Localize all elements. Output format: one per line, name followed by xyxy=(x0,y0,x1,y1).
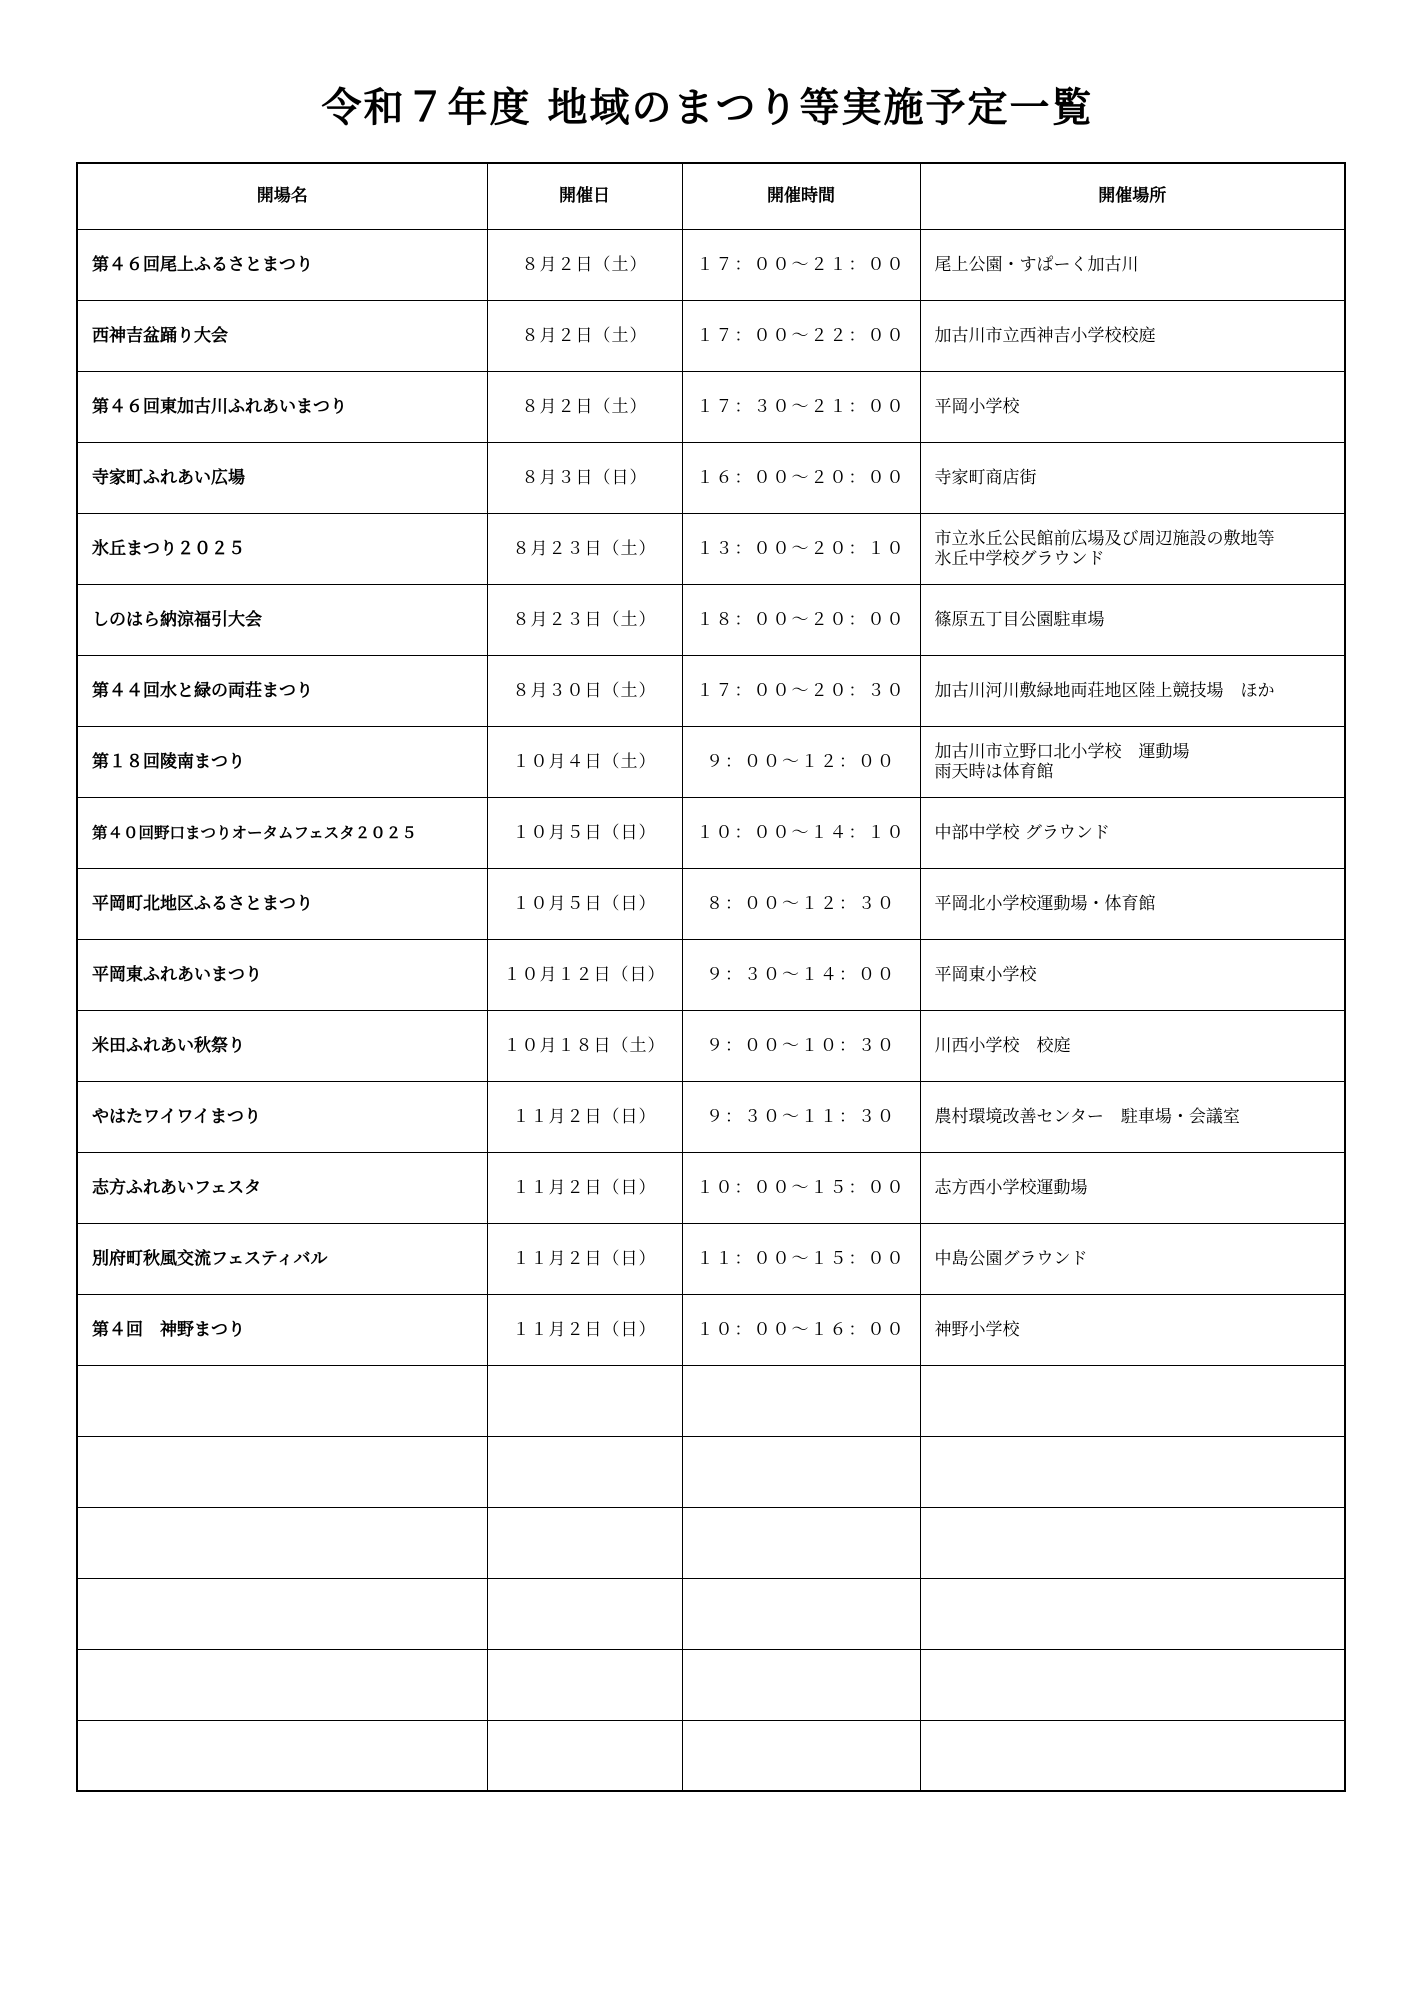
event-time: ８：００～１２：３０ xyxy=(682,868,920,939)
event-time: １０：００～１５：００ xyxy=(682,1152,920,1223)
empty-cell xyxy=(77,1365,487,1436)
empty-table-row xyxy=(77,1365,1345,1436)
event-date: １０月１８日（土） xyxy=(487,1010,682,1081)
empty-cell xyxy=(920,1436,1345,1507)
event-date: １０月５日（日） xyxy=(487,797,682,868)
event-time: １７：００～２２：００ xyxy=(682,300,920,371)
empty-table-row xyxy=(77,1436,1345,1507)
empty-cell xyxy=(487,1578,682,1649)
event-place-line: 尾上公園・すぱーく加古川 xyxy=(934,254,1139,275)
table-row xyxy=(77,513,1345,584)
event-place xyxy=(920,442,1345,513)
empty-cell xyxy=(920,1649,1345,1720)
event-time: １１：００～１５：００ xyxy=(682,1223,920,1294)
event-date: １０月５日（日） xyxy=(487,868,682,939)
empty-cell xyxy=(682,1578,920,1649)
event-place xyxy=(920,726,1345,797)
event-place xyxy=(920,1081,1345,1152)
event-date: ８月３０日（土） xyxy=(487,655,682,726)
empty-table-row xyxy=(77,1649,1345,1720)
empty-cell xyxy=(682,1436,920,1507)
event-name: 第１８回陵南まつり xyxy=(77,726,487,797)
event-place xyxy=(920,939,1345,1010)
event-place-line: 平岡東小学校 xyxy=(934,964,1037,985)
event-name: 平岡町北地区ふるさとまつり xyxy=(77,868,487,939)
event-place-line: 平岡北小学校運動場・体育館 xyxy=(934,893,1156,914)
event-name: 西神吉盆踊り大会 xyxy=(77,300,487,371)
event-time: ９：３０～１４：００ xyxy=(682,939,920,1010)
event-date: ８月３日（日） xyxy=(487,442,682,513)
table-header-row xyxy=(77,163,1345,229)
header-time: 開催時間 xyxy=(682,163,920,229)
empty-cell xyxy=(682,1649,920,1720)
event-time: １０：００～１６：００ xyxy=(682,1294,920,1365)
event-place-line: 篠原五丁目公園駐車場 xyxy=(934,609,1105,630)
event-place xyxy=(920,1294,1345,1365)
event-time: １３：００～２０：１０ xyxy=(682,513,920,584)
event-date: １１月２日（日） xyxy=(487,1223,682,1294)
event-name: 第４６回尾上ふるさとまつり xyxy=(77,229,487,300)
empty-cell xyxy=(77,1578,487,1649)
empty-cell xyxy=(682,1365,920,1436)
table-row xyxy=(77,371,1345,442)
event-place xyxy=(920,584,1345,655)
event-place xyxy=(920,1152,1345,1223)
empty-cell xyxy=(487,1365,682,1436)
event-date: １１月２日（日） xyxy=(487,1294,682,1365)
event-time: ９：３０～１１：３０ xyxy=(682,1081,920,1152)
event-name: 米田ふれあい秋祭り xyxy=(77,1010,487,1081)
empty-cell xyxy=(77,1649,487,1720)
empty-cell xyxy=(920,1507,1345,1578)
event-time: １７：００～２０：３０ xyxy=(682,655,920,726)
table-row xyxy=(77,1081,1345,1152)
event-place-line: 中部中学校 グラウンド xyxy=(934,822,1110,843)
event-time: １８：００～２０：００ xyxy=(682,584,920,655)
event-place-line: 加古川河川敷緑地両荘地区陸上競技場 ほか xyxy=(934,680,1275,701)
event-date: １１月２日（日） xyxy=(487,1081,682,1152)
table-row xyxy=(77,1010,1345,1081)
empty-cell xyxy=(487,1720,682,1791)
event-place xyxy=(920,655,1345,726)
event-place xyxy=(920,300,1345,371)
event-place xyxy=(920,371,1345,442)
event-time: １７：３０～２１：００ xyxy=(682,371,920,442)
event-place-line: 雨天時は体育館 xyxy=(934,761,1054,782)
event-place xyxy=(920,797,1345,868)
header-name: 開場名 xyxy=(77,163,487,229)
event-place-line: 志方西小学校運動場 xyxy=(934,1177,1088,1198)
event-place xyxy=(920,1010,1345,1081)
table-row xyxy=(77,300,1345,371)
event-date: ８月２日（土） xyxy=(487,371,682,442)
header-date: 開催日 xyxy=(487,163,682,229)
table-row xyxy=(77,726,1345,797)
event-name: 氷丘まつり２０２５ xyxy=(77,513,487,584)
table-row xyxy=(77,797,1345,868)
event-name: しのはら納涼福引大会 xyxy=(77,584,487,655)
empty-cell xyxy=(487,1649,682,1720)
event-name: 志方ふれあいフェスタ xyxy=(77,1152,487,1223)
empty-cell xyxy=(920,1578,1345,1649)
table-row xyxy=(77,1152,1345,1223)
event-date: １０月１２日（日） xyxy=(487,939,682,1010)
table-row xyxy=(77,1223,1345,1294)
event-place-line: 加古川市立西神吉小学校校庭 xyxy=(934,325,1156,346)
empty-cell xyxy=(920,1720,1345,1791)
table-row xyxy=(77,655,1345,726)
table-row xyxy=(77,442,1345,513)
event-date: ８月２日（土） xyxy=(487,300,682,371)
event-place-line: 寺家町商店街 xyxy=(934,467,1037,488)
page-title: 令和７年度 地域のまつり等実施予定一覧 xyxy=(321,85,1094,131)
event-date: ８月２日（土） xyxy=(487,229,682,300)
event-date: ８月２３日（土） xyxy=(487,584,682,655)
empty-cell xyxy=(682,1720,920,1791)
empty-cell xyxy=(77,1720,487,1791)
table-row xyxy=(77,868,1345,939)
event-place-line: 神野小学校 xyxy=(934,1319,1020,1340)
event-place-line: 氷丘中学校グラウンド xyxy=(934,548,1105,569)
empty-table-row xyxy=(77,1578,1345,1649)
event-name: 別府町秋風交流フェスティバル xyxy=(77,1223,487,1294)
event-place-line: 農村環境改善センター 駐車場・会議室 xyxy=(934,1106,1240,1127)
table-row xyxy=(77,939,1345,1010)
event-time: ９：００～１２：００ xyxy=(682,726,920,797)
event-place xyxy=(920,513,1345,584)
empty-table-row xyxy=(77,1720,1345,1791)
event-name: 第４０回野口まつりオータムフェスタ２０２５ xyxy=(77,797,487,868)
event-time: １７：００～２１：００ xyxy=(682,229,920,300)
festival-schedule-table xyxy=(76,162,1346,1792)
event-name: やはたワイワイまつり xyxy=(77,1081,487,1152)
empty-table-row xyxy=(77,1507,1345,1578)
event-date: ８月２３日（土） xyxy=(487,513,682,584)
empty-cell xyxy=(682,1507,920,1578)
event-time: ９：００～１０：３０ xyxy=(682,1010,920,1081)
table-row xyxy=(77,229,1345,300)
table-row xyxy=(77,584,1345,655)
event-place-line: 市立氷丘公民館前広場及び周辺施設の敷地等 xyxy=(934,528,1275,549)
event-place xyxy=(920,229,1345,300)
table-row xyxy=(77,1294,1345,1365)
event-name: 平岡東ふれあいまつり xyxy=(77,939,487,1010)
event-time: １０：００～１４：１０ xyxy=(682,797,920,868)
event-place-line: 平岡小学校 xyxy=(934,396,1020,417)
empty-cell xyxy=(920,1365,1345,1436)
event-place xyxy=(920,868,1345,939)
empty-cell xyxy=(487,1507,682,1578)
event-place xyxy=(920,1223,1345,1294)
empty-cell xyxy=(77,1507,487,1578)
event-place-line: 加古川市立野口北小学校 運動場 xyxy=(934,741,1190,762)
event-time: １６：００～２０：００ xyxy=(682,442,920,513)
event-date: １１月２日（日） xyxy=(487,1152,682,1223)
event-place-line: 川西小学校 校庭 xyxy=(934,1035,1071,1056)
event-place-line: 中島公園グラウンド xyxy=(934,1248,1088,1269)
header-place: 開催場所 xyxy=(920,163,1345,229)
event-name: 寺家町ふれあい広場 xyxy=(77,442,487,513)
empty-cell xyxy=(77,1436,487,1507)
event-date: １０月４日（土） xyxy=(487,726,682,797)
event-name: 第４回 神野まつり xyxy=(77,1294,487,1365)
event-name: 第４４回水と緑の両荘まつり xyxy=(77,655,487,726)
event-name: 第４６回東加古川ふれあいまつり xyxy=(77,371,487,442)
empty-cell xyxy=(487,1436,682,1507)
